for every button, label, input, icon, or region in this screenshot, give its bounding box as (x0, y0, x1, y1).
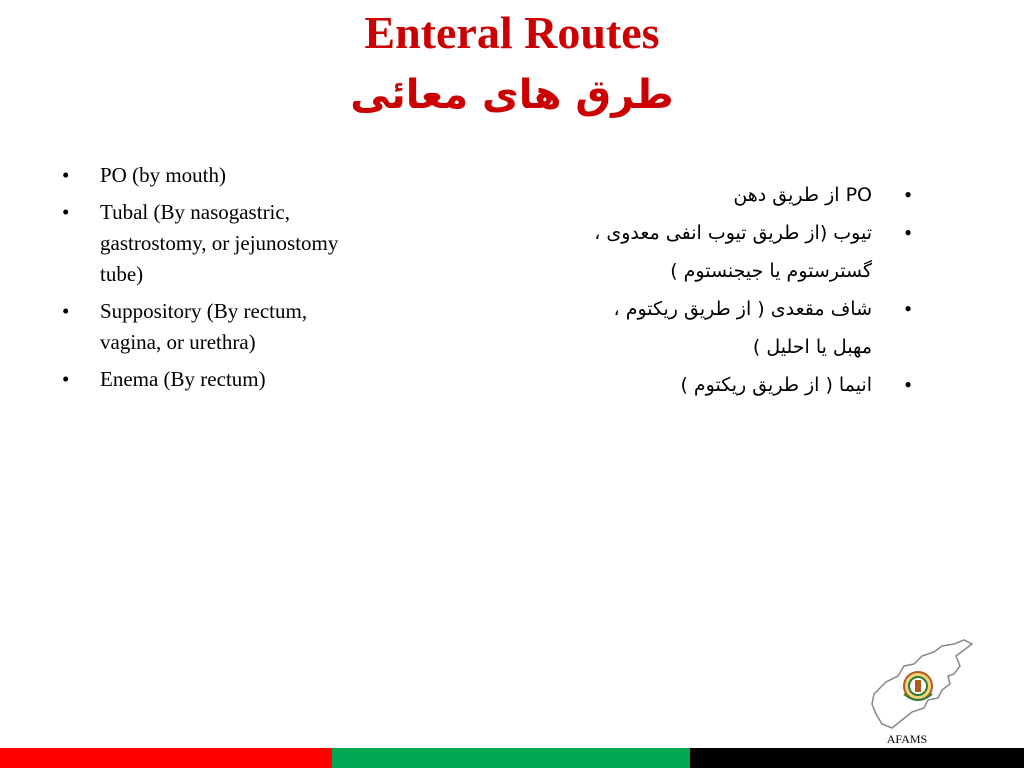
list-item-text: Tubal (By nasogastric, gastrostomy, or jejunostomy tube) (100, 200, 339, 286)
list-item (580, 176, 916, 214)
list-item (580, 290, 916, 366)
list-item-text: شاف مقعدی ( از طریق ریکتوم ، مهبل یا احلیل ) (613, 298, 872, 358)
bullet-icon: • (62, 200, 70, 224)
english-bullet-list (62, 160, 352, 401)
dari-bullet-list (580, 176, 916, 404)
list-item-text: Enema (By rectum) (100, 367, 266, 391)
footer-logo-label: AFAMS (886, 732, 928, 746)
slide-subtitle: طرق های معائی (350, 72, 674, 118)
list-item-text: Suppository (By rectum, vagina, or urethra) (100, 299, 308, 354)
bullet-icon: • (904, 296, 912, 321)
list-item (580, 366, 916, 404)
emblem-icon (904, 672, 932, 700)
list-item (62, 197, 352, 290)
list-item (62, 364, 352, 395)
list-item-text: PO از طریق دهن (733, 184, 872, 206)
footer-stripe-green (332, 748, 690, 768)
list-item (580, 214, 916, 290)
slide-title: Enteral Routes (364, 7, 660, 58)
footer-stripe-black (690, 748, 1024, 768)
list-item-text: PO (by mouth) (100, 163, 226, 187)
list-item-text: تیوب (از طریق تیوب انفی معدوی ، گسترستوم یا جیجنستوم ) (594, 222, 872, 282)
list-item (62, 160, 352, 191)
bullet-icon: • (62, 367, 70, 391)
bullet-icon: • (62, 163, 70, 187)
bullet-icon: • (904, 220, 912, 245)
bullet-icon: • (904, 372, 912, 397)
bullet-icon: • (62, 299, 70, 323)
afghanistan-map-logo (868, 636, 980, 738)
list-item-text: انیما ( از طریق ریکتوم ) (680, 374, 872, 396)
bullet-icon: • (904, 182, 912, 207)
footer-stripe-red (0, 748, 332, 768)
list-item (62, 296, 352, 358)
